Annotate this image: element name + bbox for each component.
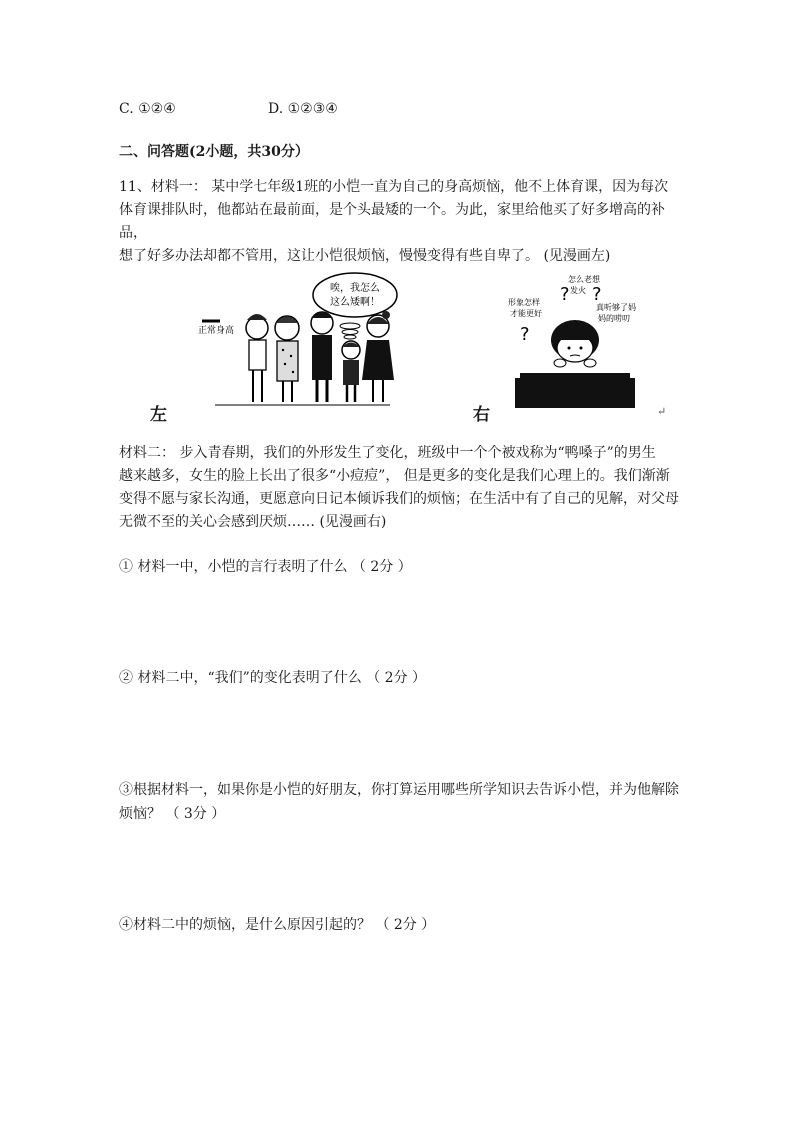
comic-left	[190, 268, 420, 413]
material-one-line: 体育课排队时，他都站在最前面，是个头最矮的一个。为此，家里给他买了好多增高的补品，	[119, 202, 665, 241]
option-d: D. ①②③④	[268, 101, 338, 117]
speech-bubble	[313, 273, 397, 317]
question-mark: ?	[560, 284, 570, 305]
bubble-text-2: 这么矮啊！	[330, 297, 380, 308]
material-two-line: 变得不愿与家长沟通，更愿意向日记本倾诉我们的烦恼；在生活中有了自己的见解，对父母	[119, 491, 679, 507]
question-mark: ?	[520, 324, 530, 345]
comic-right-caption: 右	[473, 405, 490, 425]
sub-question-3-line-1: ③根据材料一，如果你是小恺的好朋友，你打算运用哪些所学知识去告诉小恺，并为他解除	[119, 782, 679, 798]
sub-question-2: ② 材料二中，“我们”的变化表明了什么 （ 2分 ）	[119, 670, 427, 686]
comic-left-illustration	[190, 268, 420, 413]
thought-2-line-1: 形象怎样	[508, 298, 540, 307]
thought-3-line-1: 真听够了妈	[596, 303, 636, 312]
question-mark: ?	[592, 284, 602, 305]
material-two-line: 无微不至的关心会感到厌烦…… (见漫画右)	[119, 514, 387, 530]
comic-right-illustration	[500, 268, 660, 413]
material-two-line: 越来越多，女生的脸上长出了很多“小痘痘”， 但是更多的变化是我们心理上的。我们渐渐	[119, 468, 670, 484]
desk	[515, 378, 635, 408]
sub-question-1: ① 材料一中，小恺的言行表明了什么 （ 2分 ）	[119, 559, 412, 575]
material-two	[119, 442, 679, 534]
comic-right	[500, 268, 660, 413]
material-one-line: 11、材料一： 某中学七年级1班的小恺一直为自己的身高烦恼，他不上体育课，因为每次	[119, 179, 669, 195]
sub-question-4: ④材料二中的烦恼，是什么原因引起的？ （ 2分 ）	[119, 917, 436, 933]
material-one	[119, 176, 679, 268]
option-c: C. ①②④	[119, 101, 176, 117]
thought-1-line-1: 怎么老想	[568, 275, 600, 284]
thought-3-line-2: 妈的唠叨	[598, 314, 630, 323]
material-one-line: 想了好多办法却都不管用，这让小恺很烦恼，慢慢变得有些自卑了。 (见漫画左)	[119, 248, 611, 264]
section-title: 二、问答题(2小题，共30分）	[119, 144, 309, 160]
bubble-text-1: 唉，我怎么	[330, 283, 380, 294]
sub-question-3-line-2: 烦恼？ （ 3分 ）	[119, 806, 226, 822]
height-label: 正常身高	[198, 326, 235, 336]
kid-1-head	[246, 317, 268, 339]
thought-2-line-2: 才能更好	[510, 309, 542, 318]
return-symbol: ↵	[657, 405, 667, 418]
comic-left-caption: 左	[150, 405, 167, 425]
thought-1-line-2: 发火	[570, 286, 586, 295]
material-two-line: 材料二： 步入青春期，我们的外形发生了变化，班级中一个个被戏称为“鸭嗓子”的男生	[119, 445, 656, 461]
